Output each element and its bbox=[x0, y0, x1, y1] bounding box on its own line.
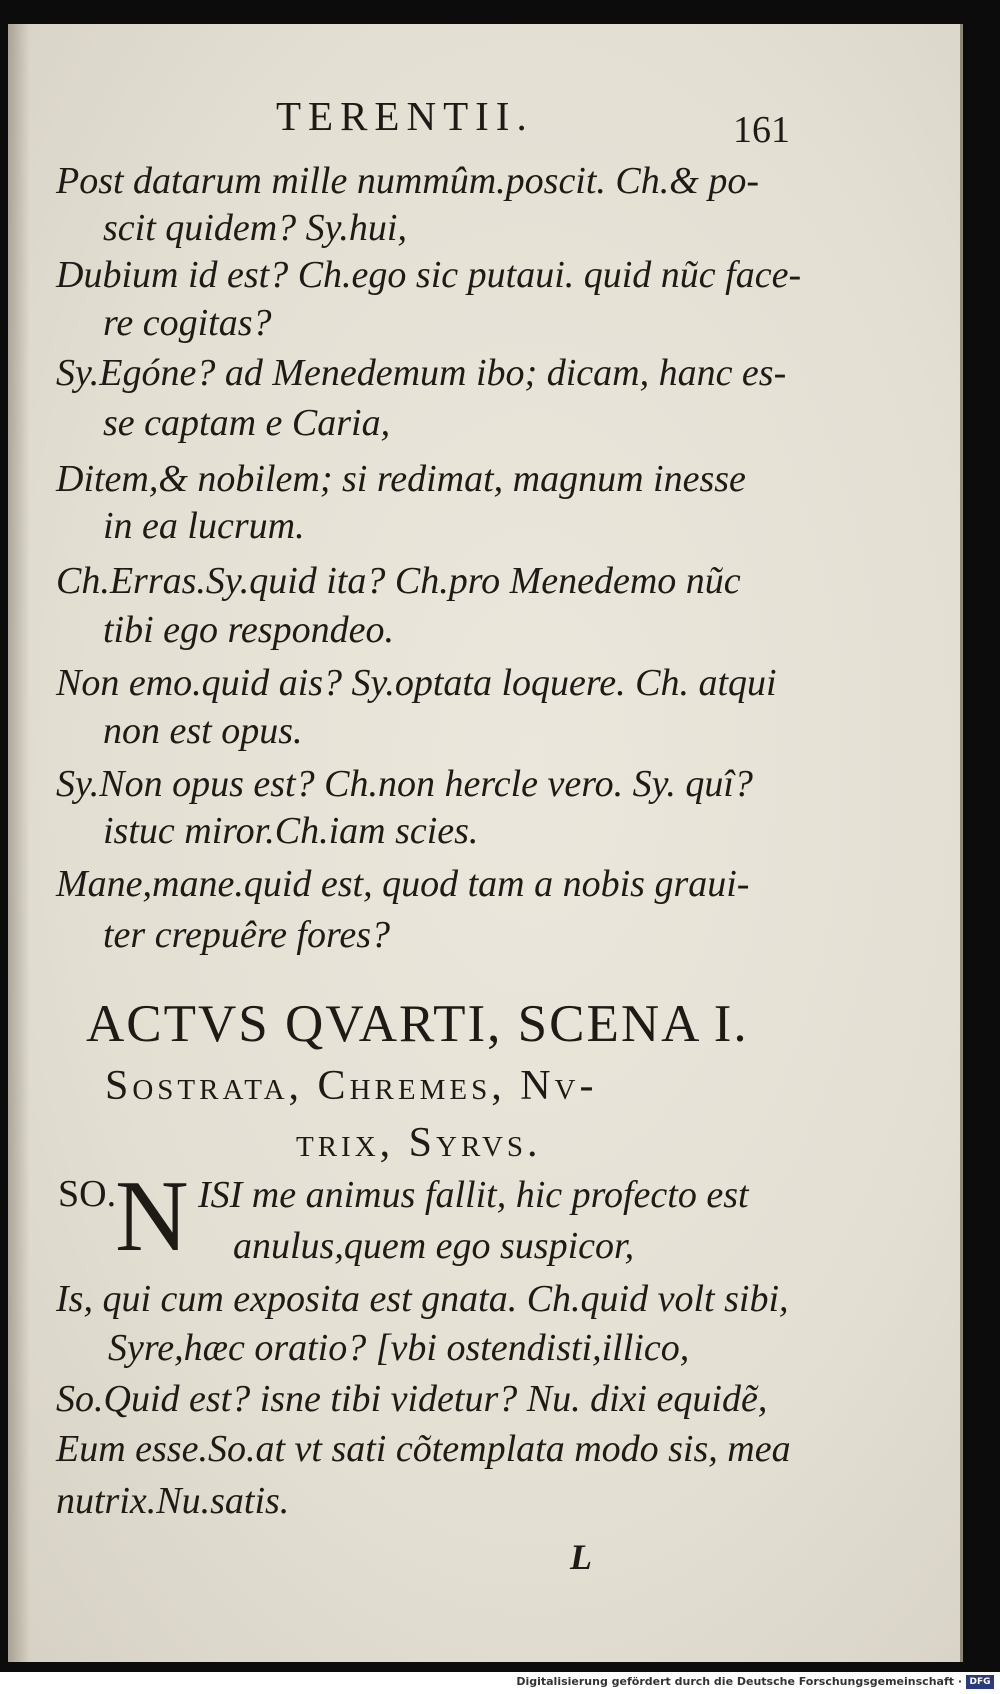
text-line: nutrix.Nu.satis. bbox=[56, 1480, 290, 1522]
footer-credit: Digitalisierung gefördert durch die Deutsche Forschungsgemeinschaft · bbox=[516, 1675, 962, 1688]
dfg-logo: DFG bbox=[966, 1675, 994, 1689]
drop-cap-initial: N bbox=[115, 1160, 189, 1273]
text-line: Syre,hæc oratio? [vbi ostendisti,illico, bbox=[108, 1327, 690, 1369]
cast-list-line: trix, Syrvs. bbox=[296, 1120, 542, 1166]
text-line: Sy.Non opus est? Ch.non hercle vero. Sy. quî? bbox=[56, 763, 753, 805]
text-line: non est opus. bbox=[103, 710, 303, 752]
text-line: anulus,quem ego suspicor, bbox=[233, 1225, 635, 1267]
text-line: se captam e Caria, bbox=[103, 402, 391, 444]
text-line: re cogitas? bbox=[103, 302, 272, 344]
catchword: L bbox=[570, 1537, 592, 1577]
digitization-footer bbox=[0, 1672, 1000, 1694]
text-line: Eum esse.So.at vt sati cõtemplata modo sis, mea bbox=[56, 1428, 791, 1470]
page-number: 161 bbox=[733, 109, 790, 151]
text-line: Ditem,& nobilem; si redimat, magnum inesse bbox=[56, 458, 746, 500]
text-line: ter crepuêre fores? bbox=[103, 914, 391, 956]
text-line: Non emo.quid ais? Sy.optata loquere. Ch. atqui bbox=[56, 662, 777, 704]
text-line: ISI me animus fallit, hic profecto est bbox=[198, 1174, 749, 1216]
text-line: tibi ego respondeo. bbox=[103, 609, 394, 651]
text-line: So.Quid est? isne tibi videtur? Nu. dixi equidẽ, bbox=[56, 1378, 768, 1420]
running-head: TERENTII. bbox=[276, 93, 534, 139]
text-line: scit quidem? Sy.hui, bbox=[103, 207, 407, 249]
text-line: Post datarum mille nummûm.poscit. Ch.& po- bbox=[56, 160, 759, 202]
text-line: Mane,mane.quid est, quod tam a nobis graui- bbox=[56, 863, 750, 905]
text-line: Dubium id est? Ch.ego sic putaui. quid nũc face- bbox=[56, 254, 802, 296]
text-line: Ch.Erras.Sy.quid ita? Ch.pro Menedemo nũc bbox=[56, 560, 741, 602]
scene-heading: ACTVS QVARTI, SCENA I. bbox=[86, 995, 749, 1053]
text-line: istuc miror.Ch.iam scies. bbox=[103, 810, 479, 852]
speaker-label: SO. bbox=[58, 1173, 117, 1215]
text-line: in ea lucrum. bbox=[103, 505, 305, 547]
text-line: Sy.Egóne? ad Menedemum ibo; dicam, hanc es- bbox=[56, 352, 787, 394]
cast-list-line: Sostrata, Chremes, Nv- bbox=[105, 1063, 598, 1109]
text-line: Is, qui cum exposita est gnata. Ch.quid volt sibi, bbox=[56, 1278, 789, 1320]
book-page bbox=[8, 24, 963, 1662]
